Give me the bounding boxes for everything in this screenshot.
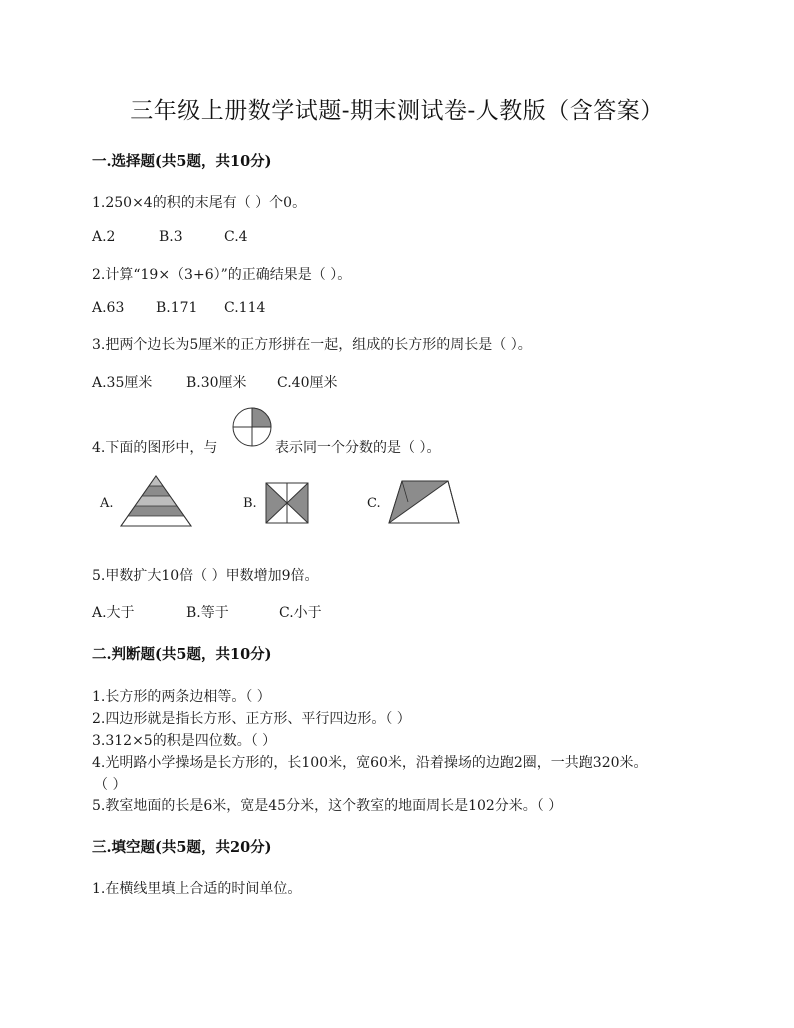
fill-blank-item-1: 1.在横线里填上合适的时间单位。 <box>92 881 302 897</box>
q2-option-c: C.114 <box>224 300 266 316</box>
q4-option-a-label: A. <box>100 496 114 511</box>
question-5: 5.甲数扩大10倍（ ）甲数增加9倍。 <box>92 568 319 584</box>
question-2: 2.计算“19×（3+6）”的正确结果是（ ）。 <box>92 267 352 283</box>
triangle-figure <box>120 475 192 527</box>
q5-option-a: A.大于 <box>92 605 135 621</box>
q2-option-b: B.171 <box>156 300 198 316</box>
page-title: 三年级上册数学试题-期末测试卷-人教版（含答案） <box>130 98 664 124</box>
section-heading-choice: 一.选择题(共5题，共10分) <box>92 153 272 170</box>
q5-option-b: B.等于 <box>186 605 229 621</box>
q3-option-b: B.30厘米 <box>186 375 247 391</box>
q2-option-a: A.63 <box>92 300 125 316</box>
section-heading-judgement: 二.判断题(共5题，共10分) <box>92 646 272 663</box>
question-3: 3.把两个边长为5厘米的正方形拼在一起，组成的长方形的周长是（ ）。 <box>92 337 532 353</box>
q5-option-c: C.小于 <box>279 605 322 621</box>
judgement-item-3: 3.312×5的积是四位数。（ ） <box>92 733 277 749</box>
q3-option-a: A.35厘米 <box>92 375 153 391</box>
square-x-figure <box>265 482 309 524</box>
q1-option-a: A.2 <box>92 229 116 245</box>
judgement-item-4-bracket: （ ） <box>94 777 127 793</box>
question-4-text-before: 4.下面的图形中，与 <box>92 440 218 456</box>
section-heading-fill-blank: 三.填空题(共5题，共20分) <box>92 839 272 856</box>
quarter-circle-figure <box>232 407 272 447</box>
trapezoid-figure <box>388 480 460 524</box>
judgement-item-5: 5.教室地面的长是6米，宽是45分米，这个教室的地面周长是102分米。（ ） <box>92 798 563 814</box>
q1-option-c: C.4 <box>224 229 248 245</box>
q3-option-c: C.40厘米 <box>277 375 338 391</box>
question-4-text-after: 表示同一个分数的是（ ）。 <box>275 440 441 456</box>
judgement-item-4: 4.光明路小学操场是长方形的，长100米，宽60米，沿着操场的边跑2圈，一共跑320米。 <box>92 755 648 771</box>
judgement-item-1: 1.长方形的两条边相等。（ ） <box>92 689 271 705</box>
q4-option-b-label: B. <box>243 496 257 511</box>
judgement-item-2: 2.四边形就是指长方形、正方形、平行四边形。（ ） <box>92 711 411 727</box>
q1-option-b: B.3 <box>159 229 183 245</box>
question-1: 1.250×4的积的末尾有（ ）个0。 <box>92 195 307 211</box>
q4-option-c-label: C. <box>367 496 381 511</box>
